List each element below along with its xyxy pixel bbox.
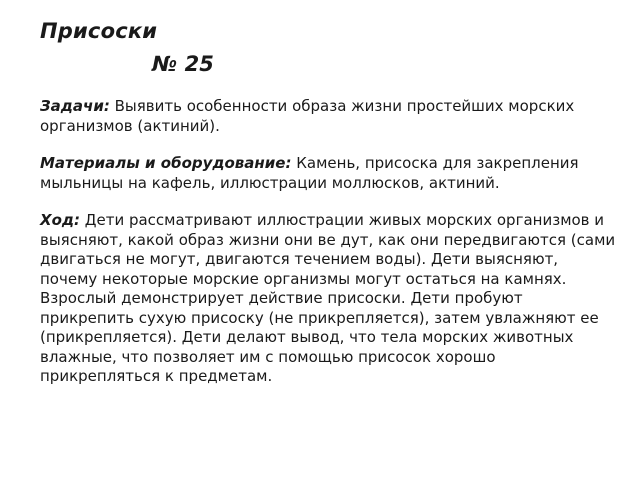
slide — [40, 0, 616, 480]
materials-text: Камень, присоска для закрепления мыльницы на кафель, иллюстрации моллюсков, актиний. — [40, 154, 579, 192]
procedure-text: Дети рассматривают иллюстрации живых морских организмов и выясняют, какой образ жизни они ве дут, как они передвигаются (сами двигаться не могут, двигаются течением воды). Дети выясняют, почему некоторые морские организмы могут остаться на камнях. Взрослый демонстрирует действие присоски. Дети пробуют прикрепить сухую присоску (не прикрепляется), затем увлажняют ее (прикрепляется). Дети делают вывод, что тела морских животных влажные, что позволяет им с помощью присосок хорошо прикрепляться к предметам. — [40, 211, 616, 385]
goals-label: Задачи: — [40, 97, 110, 115]
goals-paragraph — [40, 97, 616, 136]
goals-text: Выявить особенности образа жизни простейших морских организмов (актиний). — [40, 97, 575, 135]
procedure-paragraph — [40, 211, 616, 387]
slide-title: Присоски — [40, 19, 158, 43]
procedure-label: Ход: — [40, 211, 80, 229]
materials-label: Материалы и оборудование: — [40, 154, 292, 172]
experiment-number: № 25 — [152, 52, 214, 76]
materials-paragraph — [40, 154, 616, 193]
